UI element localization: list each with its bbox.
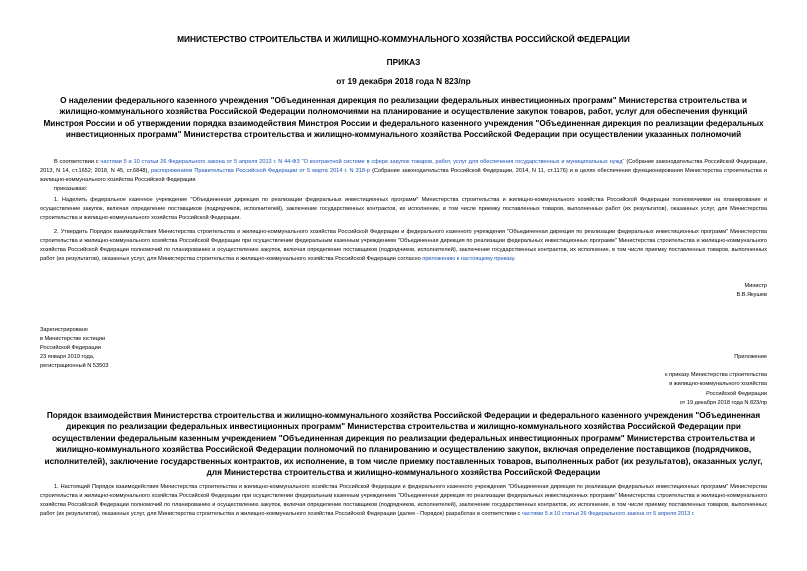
ministry-heading: МИНИСТЕРСТВО СТРОИТЕЛЬСТВА И ЖИЛИЩНО-КОММУНАЛЬНОГО ХОЗЯЙСТВА РОССИЙСКОЙ ФЕДЕРАЦИИ	[177, 34, 630, 44]
order-word: приказываю:	[54, 185, 88, 192]
signature-block	[737, 282, 768, 300]
registration-line-2: в Министерстве юстиции	[40, 336, 106, 342]
preamble-paragraph	[40, 158, 767, 194]
signature-name: В.В.Якушев	[736, 292, 767, 298]
item-1-text: 1. Наделить федеральное казенное учреждение "Объединенная дирекция по реализации федеральных инвестиционных программ" Министерства строительства и жилищно-коммунального хозяйства Российской Федерации полномочиями на планирование и осуществление закупок, включая определение поставщиков (подрядчиков, исполнителей), заключение государственных контрактов, их исполнение, в том числе приемку поставленных товаров, выполненных работ (их результатов), оказанных услуг, для Министерства строительства и жилищно-коммунального хозяйства Российской Федерации.	[40, 197, 767, 221]
registration-line-3: Российской Федерации	[40, 345, 101, 351]
item-2-end: .	[513, 255, 516, 262]
item-1-paragraph	[40, 196, 767, 223]
registration-block	[40, 326, 108, 371]
preamble-text-1: В соответствии с	[54, 159, 101, 165]
procedure-title: Порядок взаимодействия Министерства строительства и жилищно-коммунального хозяйства Российской Федерации и федерального казенного учреждения "Объединенная дирекция по реализации федеральных инвестиционных программ" Министерства строительства и жилищно-коммунального хозяйства Российской Федерации при осуществлении федеральным казенным учреждением "Объединенная дирекция по реализации федеральных инвестиционных программ" Министерства строительства и жилищно-коммунального хозяйства Российской Федерации полномочий по планированию и осуществлению закупок, включая определение поставщиков (подрядчиков, исполнителей), заключение государственных контрактов, их исполнение, в том числе приемку поставленных товаров, выполненных работ (их результатов), оказанных услуг, для Министерства строительства и жилищно-коммунального хозяйства Российской Федерации	[44, 411, 763, 478]
item-2-text: 2. Утвердить Порядок взаимодействия Министерства строительства и жилищно-коммунального хозяйства Российской Федерации и федерального казенного учреждения "Объединенная дирекция по реализации федеральных инвестиционных программ" Министерства строительства и жилищно-коммунального хозяйства Российской Федерации при осуществлении федеральным казенным учреждением "Объединенная дирекция по реализации федеральных инвестиционных программ" Министерства строительства и жилищно-коммунального хозяйства Российской Федерации полномочий по планированию и осуществлению закупок, включая определение поставщиков (подрядчиков, исполнителей), заключение государственных контрактов, их исполнение, в том числе приемку поставленных товаров, выполненных работ (их результатов), оказанных услуг, для Министерства строительства и жилищно-коммунального хозяйства Российской Федерации согласно	[40, 229, 767, 262]
appendix-line-4: от 19 декабря 2018 года N 823/пр	[679, 399, 767, 406]
appendix-block	[665, 353, 767, 408]
procedure-item-1-text: 1. Настоящий Порядок взаимодействия Министерства строительства и жилищно-коммунального хозяйства Российской Федерации и федерального казенного учреждения "Объединенная дирекция по реализации федеральных инвестиционных программ" Министерства строительства и жилищно-коммунального хозяйства Российской Федерации при осуществлении федеральным казенным учреждением "Объединенная дирекция по реализации федеральных инвестиционных программ" Министерства строительства и жилищно-коммунального хозяйства Российской Федерации полномочий по планированию и осуществлению закупок, включая определение поставщиков (подрядчиков, исполнителей), заключение государственных контрактов, их исполнение, в том числе приемку поставленных товаров, выполненных работ (их результатов), оказанных услуг, для Министерства строительства и жилищно-коммунального хозяйства Российской Федерации (далее - Порядок) разработан в соответствии с	[40, 484, 767, 517]
federal-law-link[interactable]: частями 5 и 10 статьи 26 Федерального закона от 5 апреля 2013 г. N 44-ФЗ "О контрактной системе в сфере закупок товаров, работ, услуг для обеспечения государственных и муниципальных нужд"	[100, 159, 625, 165]
document-type: ПРИКАЗ	[386, 57, 421, 67]
document-date-number: от 19 декабря 2018 года N 823/пр	[336, 76, 471, 86]
registration-line-1: Зарегистрировано	[40, 327, 88, 333]
item-2-paragraph	[40, 228, 767, 264]
appendix-line-1: к приказу Министерства строительства	[665, 372, 767, 379]
appendix-line-3: Российской Федерации	[706, 390, 767, 397]
registration-line-4: 23 января 2019 года,	[40, 354, 95, 360]
procedure-item-1-paragraph	[40, 483, 767, 519]
order-title: О наделении федерального казенного учреждения "Объединенная дирекция по реализации федеральных инвестиционных программ" Министерства строительства и жилищно-коммунального хозяйства Российской Федерации полномочиями на планирование и осуществление закупок товаров, работ, услуг для обеспечения функций Минстроя России и об утверждении порядка взаимодействия Минстроя России и федерального казенного учреждения "Объединенная дирекция по реализации федеральных инвестиционных программ" Министерства строительства и жилищно-коммунального хозяйства Российской Федерации при осуществлении указанных полномочий	[43, 96, 764, 140]
appendix-line-2: и жилищно-коммунального хозяйства	[669, 381, 767, 388]
appendix-link[interactable]: приложению к настоящему приказу	[422, 255, 514, 262]
signature-position: Министр	[744, 283, 767, 289]
procedure-law-link[interactable]: частями 5 и 10 статьи 26 Федерального закона от 5 апреля 2013 г.	[521, 510, 695, 517]
preamble-text-2: (Собрание законодательства Российской Федерации, 2013, N 14, ст.1652; 2018, N 45, ст.6848),	[40, 159, 767, 174]
government-decree-link[interactable]: распоряжением Правительства Российской Федерации от 5 марта 2014 г. N 318-р	[151, 167, 370, 174]
appendix-label: Приложение	[734, 354, 767, 360]
registration-line-5: регистрационный N 53503	[40, 363, 109, 369]
preamble-text-3: (Собрание законодательства Российской Федерации, 2014, N 11, ст.1176) и в целях обеспечения функционирования Министерства строительства и жилищно-коммунального хозяйства Российской Федерации	[40, 167, 767, 183]
